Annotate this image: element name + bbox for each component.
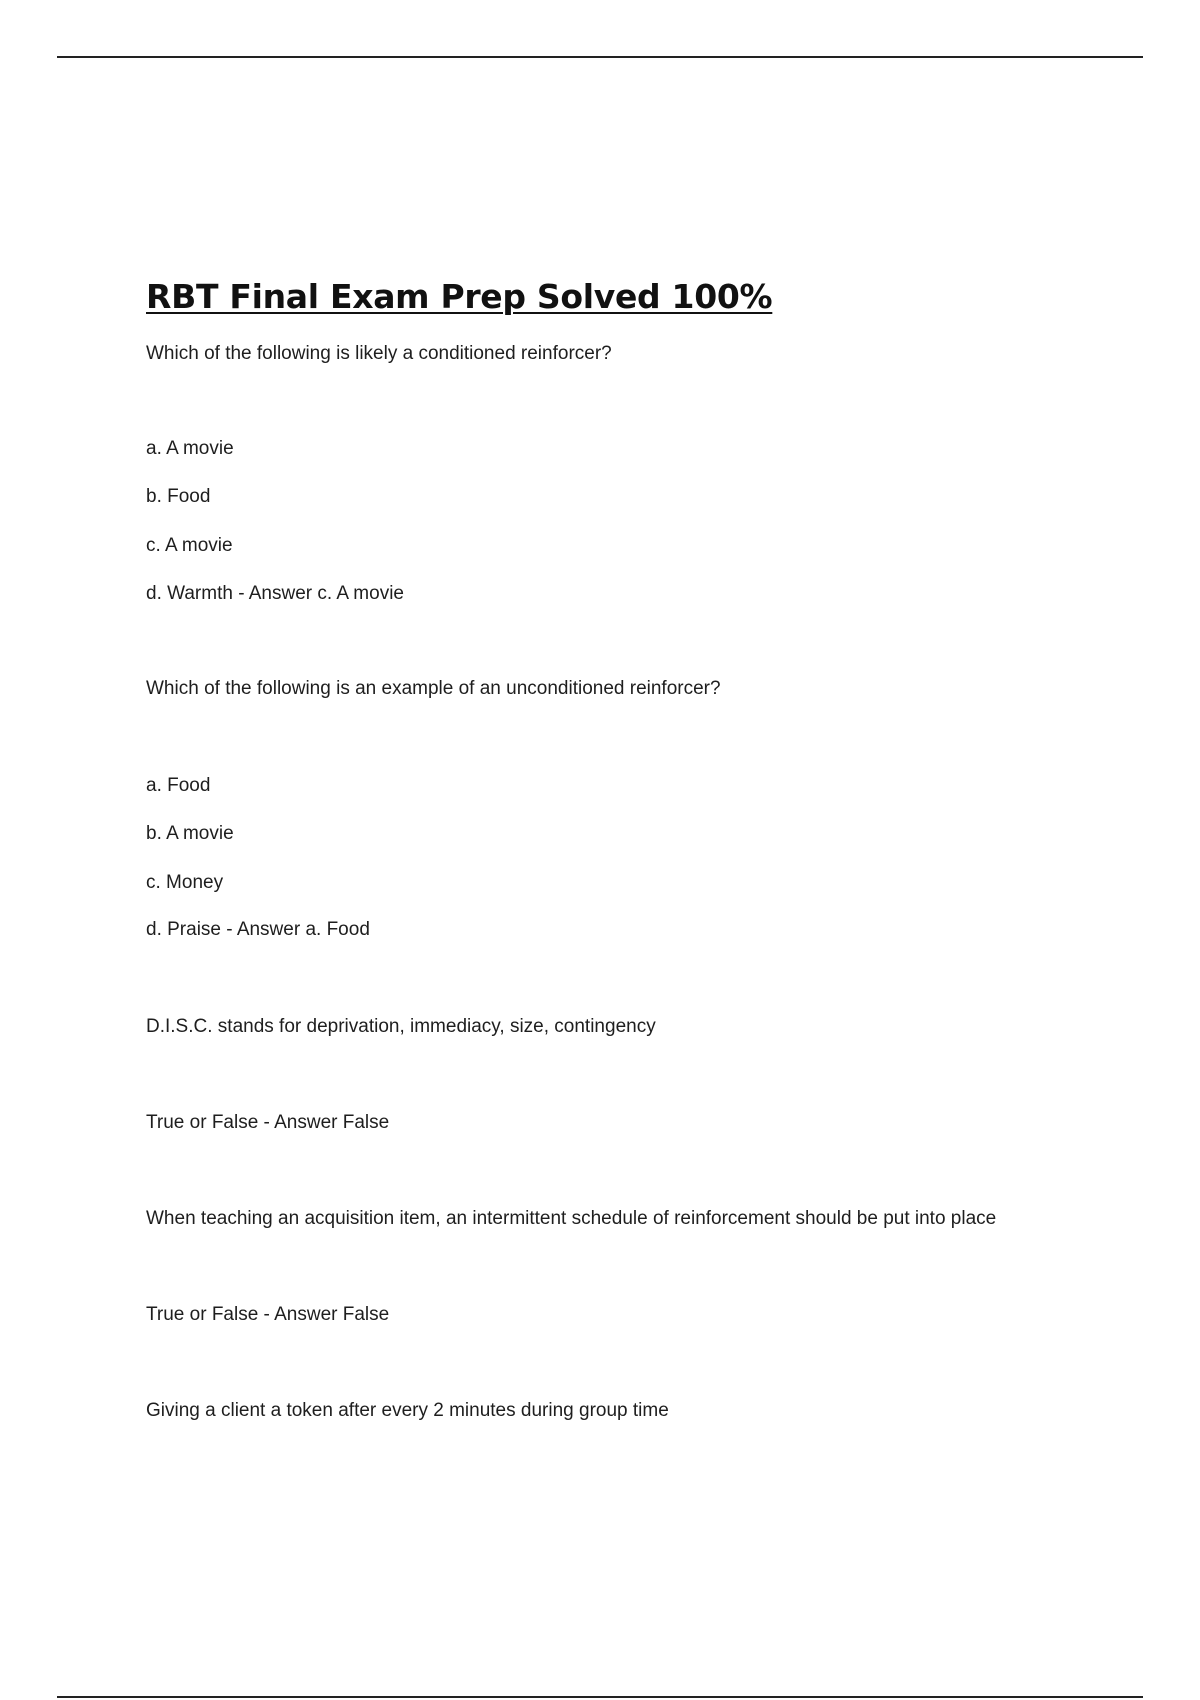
question-4-answer: True or False - Answer False [146,1304,390,1325]
header-rule [57,56,1143,58]
question-1-option-d-answer: d. Warmth - Answer c. A movie [146,583,404,604]
question-2-option-d-answer: d. Praise - Answer a. Food [146,919,370,940]
question-3-text: D.I.S.C. stands for deprivation, immediacy, size, contingency [146,1016,656,1037]
document-title: RBT Final Exam Prep Solved 100% [146,277,773,316]
question-3-answer: True or False - Answer False [146,1112,390,1133]
question-4-text: When teaching an acquisition item, an intermittent schedule of reinforcement should be put into place [146,1208,997,1229]
question-1-option-b: b. Food [146,486,211,507]
question-2-option-a: a. Food [146,775,211,796]
question-1-option-c: c. A movie [146,535,233,556]
question-5-text: Giving a client a token after every 2 minutes during group time [146,1400,669,1421]
question-1-text: Which of the following is likely a conditioned reinforcer? [146,343,612,364]
question-1-option-a: a. A movie [146,438,234,459]
question-2-option-c: c. Money [146,872,224,893]
footer-rule [57,1696,1143,1698]
document-body [146,272,1146,1421]
question-2-text: Which of the following is an example of an unconditioned reinforcer? [146,678,721,699]
question-2-option-b: b. A movie [146,823,234,844]
